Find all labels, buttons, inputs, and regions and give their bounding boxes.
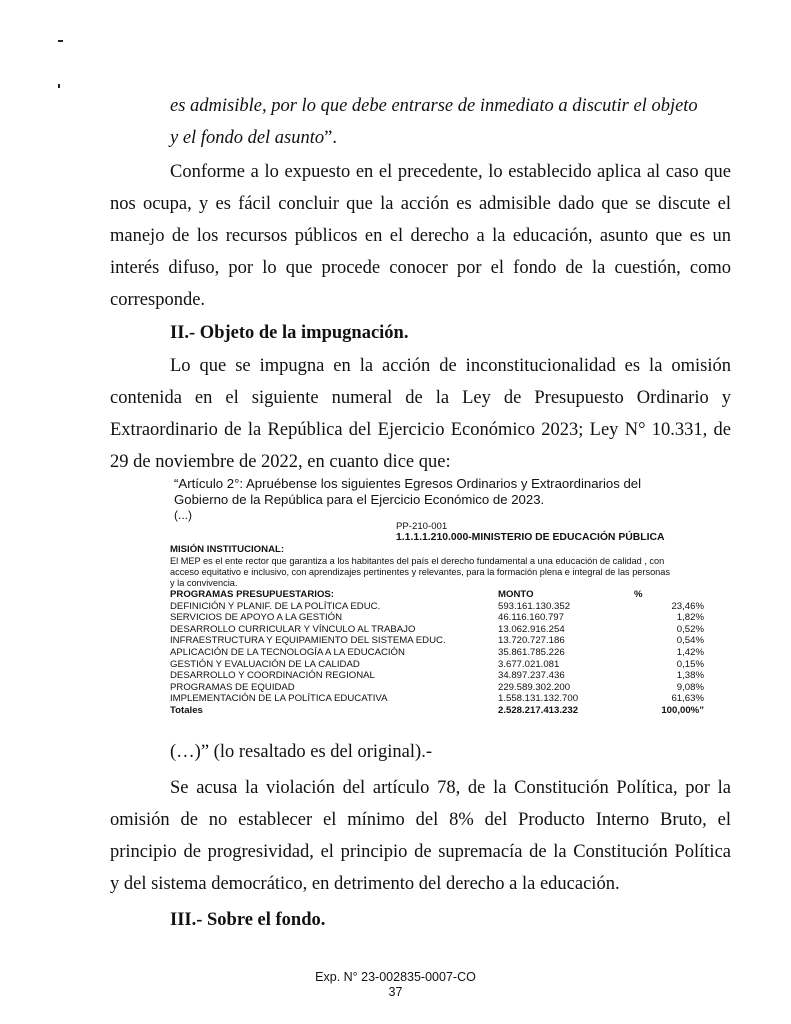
program-amount: 3.677.021.081 [498,658,560,670]
intro-italic-end: ”. [324,128,337,148]
paragraph-line: Se acusa la violación del artículo 78, de la Constitución Política, por la [170,778,731,798]
program-percent: 0,52% [676,623,704,635]
table-row [170,635,730,647]
program-name: DESARROLLO CURRICULAR Y VÍNCULO AL TRABAJO [170,623,416,635]
paragraph-line: omisión de no establecer el mínimo del 8% del Producto Interno Bruto, el [110,810,731,830]
mission-text: acceso equitativo e inclusivo, con aprendizajes pertinentes y relevantes, para la formación plena e integral de las personas [170,567,670,577]
paragraph-line: Extraordinario de la República del Ejercicio Económico 2023; Ley N° 10.331, de [110,420,731,440]
footer-expediente: Exp. N° 23-002835-0007-CO [315,970,476,984]
total-percent: 100,00%” [661,704,704,716]
mission-text: El MEP es el ente rector que garantiza a los habitantes del país el derecho fundamental a una educación de calidad , con [170,556,665,566]
program-percent: 1,38% [676,670,704,682]
program-percent: 23,46% [671,600,704,612]
header-programs: PROGRAMAS PRESUPUESTARIOS: [170,589,334,600]
scan-mark [58,40,63,42]
budget-code: PP-210-001 [396,521,448,532]
program-name: PROGRAMAS DE EQUIDAD [170,681,295,693]
program-amount: 593.161.130.352 [498,600,571,612]
program-percent: 1,82% [676,612,704,624]
paragraph-line: Lo que se impugna en la acción de inconstitucionalidad es la omisión [170,356,731,376]
paragraph-line: interés difuso, por lo que procede conocer por el fondo de la cuestión, como [110,258,731,278]
mission-label: MISIÓN INSTITUCIONAL: [170,544,285,555]
quote-line: “Artículo 2°: Apruébense los siguientes Egresos Ordinarios y Extraordinarios del [174,476,642,491]
table-row [170,612,730,624]
program-name: DESARROLLO Y COORDINACIÓN REGIONAL [170,670,375,682]
program-name: IMPLEMENTACIÓN DE LA POLÍTICA EDUCATIVA [170,693,388,705]
table-header-row [170,589,730,601]
table-row [170,624,730,636]
program-name: GESTIÓN Y EVALUACIÓN DE LA CALIDAD [170,658,360,670]
section-heading: II.- Objeto de la impugnación. [170,323,409,343]
table-row [170,693,730,705]
budget-table [170,589,730,717]
program-percent: 0,54% [676,635,704,647]
mission-text: y la convivencia. [170,578,238,588]
intro-italic-line: es admisible, por lo que debe entrarse de inmediato a discutir el objeto [170,96,698,116]
paragraph-line: principio de progresividad, el principio de supremacía de la Constitución Política [110,842,731,862]
table-total-row [170,705,730,717]
program-name: SERVICIOS DE APOYO A LA GESTIÓN [170,612,343,624]
header-percent: % [634,589,643,600]
table-row [170,601,730,613]
paragraph-line: y del sistema democrático, en detrimento del derecho a la educación. [110,874,620,894]
program-amount: 229.589.302.200 [498,681,571,693]
program-amount: 34.897.237.436 [498,670,565,682]
table-row [170,670,730,682]
program-amount: 35.861.785.226 [498,646,565,658]
program-amount: 46.116.160.797 [498,612,564,624]
paragraph-line: manejo de los recursos públicos en el derecho a la educación, asunto que es un [110,226,731,246]
table-row [170,682,730,694]
scan-mark [58,84,60,88]
program-percent: 0,15% [676,658,704,670]
total-label: Totales [170,704,203,716]
paragraph-line: 29 de noviembre de 2022, en cuanto dice que: [110,452,451,472]
quote-line: Gobierno de la República para el Ejercicio Económico de 2023. [174,492,545,507]
program-name: INFRAESTRUCTURA Y EQUIPAMIENTO DEL SISTEMA EDUC. [170,635,446,647]
program-amount: 13.062.916.254 [498,623,565,635]
paragraph-line: nos ocupa, y es fácil concluir que la acción es admisible dado que se discute el [110,194,731,214]
program-percent: 1,42% [676,646,704,658]
total-amount: 2.528.217.413.232 [498,704,579,716]
section-heading: III.- Sobre el fondo. [170,910,326,930]
paragraph-line: contenida en el siguiente numeral de la Ley de Presupuesto Ordinario y [110,388,731,408]
table-row [170,647,730,659]
header-amount: MONTO [498,589,534,600]
budget-ministry: 1.1.1.1.210.000-MINISTERIO DE EDUCACIÓN PÚBLICA [396,532,665,543]
table-row [170,659,730,671]
program-amount: 13.720.727.186 [498,635,565,647]
quote-line: (...) [174,508,192,522]
program-percent: 9,08% [676,681,704,693]
intro-italic-line [170,128,337,149]
quote-end: (…)” (lo resaltado es del original).- [170,742,432,762]
paragraph-line: Conforme a lo expuesto en el precedente, lo establecido aplica al caso que [170,162,731,182]
program-name: APLICACIÓN DE LA TECNOLOGÍA A LA EDUCACIÓN [170,646,405,658]
intro-italic-text: y el fondo del asunto [170,128,325,148]
paragraph-line: corresponde. [110,290,206,310]
program-name: DEFINICIÓN Y PLANIF. DE LA POLÍTICA EDUC. [170,600,381,612]
program-amount: 1.558.131.132.700 [498,693,579,705]
page-number: 37 [388,985,403,999]
program-percent: 61,63% [671,693,704,705]
